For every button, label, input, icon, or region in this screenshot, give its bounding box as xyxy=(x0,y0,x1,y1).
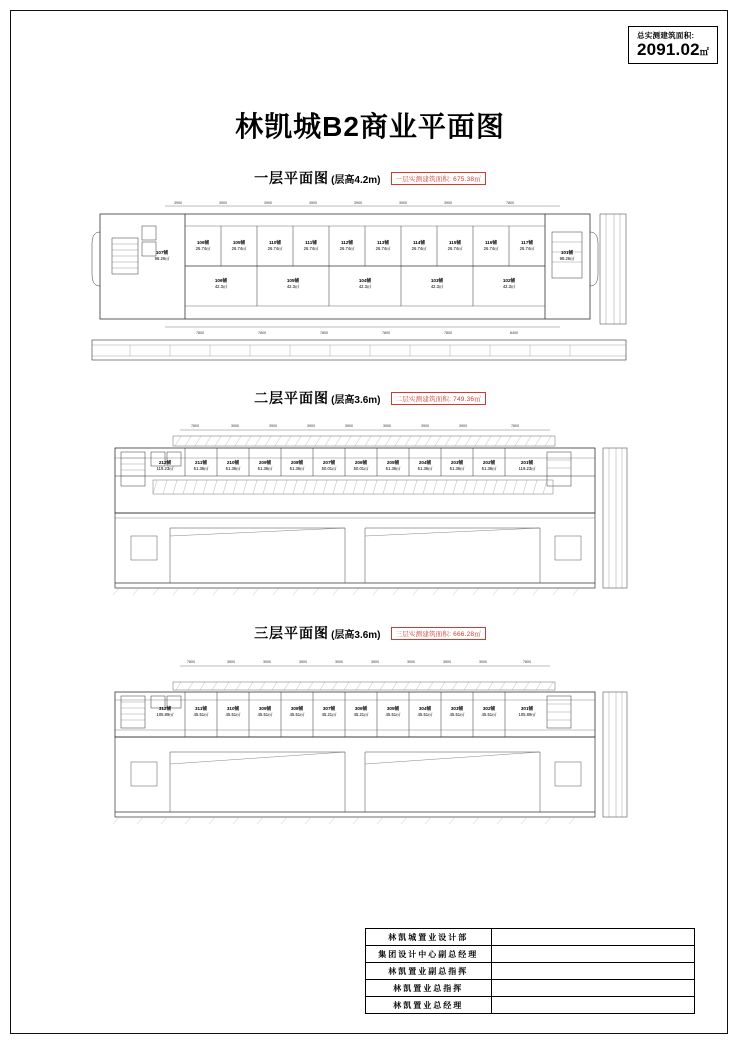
svg-text:106铺: 106铺 xyxy=(196,240,210,245)
svg-text:26.74㎡: 26.74㎡ xyxy=(447,246,463,251)
room-label xyxy=(215,277,228,289)
svg-text:105铺: 105铺 xyxy=(286,278,300,283)
page-title: 林凯城B2商业平面图 xyxy=(235,111,505,142)
svg-text:45.21㎡: 45.21㎡ xyxy=(321,712,337,717)
svg-text:113铺: 113铺 xyxy=(376,240,390,245)
total-area-unit: ㎡ xyxy=(699,47,709,57)
svg-text:117铺: 117铺 xyxy=(520,240,534,245)
floor1-top-dimensions xyxy=(174,201,514,205)
dim-label: 7800 xyxy=(191,424,199,428)
svg-text:26.74㎡: 26.74㎡ xyxy=(411,246,427,251)
table-row xyxy=(366,963,695,980)
dim-label: 7800 xyxy=(523,660,531,664)
svg-text:105.89㎡: 105.89㎡ xyxy=(518,712,536,717)
svg-text:307铺: 307铺 xyxy=(322,706,336,711)
svg-text:102铺: 102铺 xyxy=(502,278,516,283)
svg-text:51.36㎡: 51.36㎡ xyxy=(225,466,241,471)
room-label xyxy=(155,249,170,261)
room-label xyxy=(194,705,209,717)
total-area-label: 总实测建筑面积: xyxy=(636,31,695,40)
signature-label: 集团设计中心副总经理 xyxy=(366,946,492,963)
svg-text:26.74㎡: 26.74㎡ xyxy=(483,246,499,251)
room-label xyxy=(482,705,497,717)
signature-value[interactable] xyxy=(491,963,695,980)
svg-text:105.89㎡: 105.89㎡ xyxy=(156,712,174,717)
svg-text:204铺: 204铺 xyxy=(418,460,432,465)
floor3-area-badge: 三层实测建筑面积: 666.28㎡ xyxy=(391,627,486,640)
svg-text:301铺: 301铺 xyxy=(520,706,534,711)
room-label xyxy=(287,277,300,289)
svg-text:45.51㎡: 45.51㎡ xyxy=(225,712,241,717)
svg-text:302铺: 302铺 xyxy=(482,706,496,711)
svg-text:50.01㎡: 50.01㎡ xyxy=(321,466,337,471)
signature-label: 林凯置业总经理 xyxy=(366,997,492,1014)
room-label xyxy=(194,459,209,471)
svg-text:303铺: 303铺 xyxy=(450,706,464,711)
dim-label: 3900 xyxy=(219,201,227,205)
dim-label: 7800 xyxy=(196,331,204,335)
room-label xyxy=(268,239,283,251)
floor3-section-title xyxy=(0,623,740,643)
room-label xyxy=(226,705,241,717)
svg-text:205铺: 205铺 xyxy=(386,460,400,465)
svg-text:51.36㎡: 51.36㎡ xyxy=(385,466,401,471)
total-area-value xyxy=(637,41,709,59)
svg-text:304铺: 304铺 xyxy=(418,706,432,711)
svg-text:116铺: 116铺 xyxy=(484,240,498,245)
room-label xyxy=(412,239,427,251)
dim-label: 3900 xyxy=(479,660,487,664)
svg-text:26.74㎡: 26.74㎡ xyxy=(195,246,211,251)
svg-text:309铺: 309铺 xyxy=(258,706,272,711)
room-label xyxy=(196,239,211,251)
svg-text:45.51㎡: 45.51㎡ xyxy=(385,712,401,717)
svg-text:45.51㎡: 45.51㎡ xyxy=(193,712,209,717)
room-label xyxy=(304,239,319,251)
dim-label: 3900 xyxy=(231,424,239,428)
floor2-plan xyxy=(95,418,640,603)
room-label xyxy=(484,239,499,251)
floor2-title: 二层平面图 xyxy=(254,390,330,406)
room-label xyxy=(157,705,175,717)
dim-label: 3900 xyxy=(371,660,379,664)
room-label xyxy=(322,459,337,471)
svg-text:51.36㎡: 51.36㎡ xyxy=(417,466,433,471)
svg-text:119.23㎡: 119.23㎡ xyxy=(156,466,174,471)
svg-text:51.36㎡: 51.36㎡ xyxy=(481,466,497,471)
table-row xyxy=(366,980,695,997)
room-label xyxy=(431,277,444,289)
svg-text:51.36㎡: 51.36㎡ xyxy=(289,466,305,471)
svg-text:209铺: 209铺 xyxy=(258,460,272,465)
svg-text:45.51㎡: 45.51㎡ xyxy=(289,712,305,717)
dim-label: 3900 xyxy=(227,660,235,664)
svg-text:45.51㎡: 45.51㎡ xyxy=(449,712,465,717)
svg-text:42.3㎡: 42.3㎡ xyxy=(286,284,300,289)
svg-text:202铺: 202铺 xyxy=(482,460,496,465)
room-label xyxy=(503,277,516,289)
svg-text:45.51㎡: 45.51㎡ xyxy=(417,712,433,717)
floor2-height: (层高3.6m) xyxy=(331,395,381,406)
floor1-section-title xyxy=(0,168,740,188)
svg-text:26.74㎡: 26.74㎡ xyxy=(375,246,391,251)
svg-text:42.3㎡: 42.3㎡ xyxy=(502,284,516,289)
floor1-plan xyxy=(90,196,650,366)
svg-text:208铺: 208铺 xyxy=(290,460,304,465)
svg-text:306铺: 306铺 xyxy=(354,706,368,711)
svg-text:111铺: 111铺 xyxy=(305,240,317,245)
room-label xyxy=(519,705,537,717)
svg-text:311铺: 311铺 xyxy=(194,706,208,711)
floor3-title: 三层平面图 xyxy=(254,625,330,641)
svg-text:98.26㎡: 98.26㎡ xyxy=(559,256,575,261)
svg-text:107铺: 107铺 xyxy=(155,250,169,255)
svg-text:51.36㎡: 51.36㎡ xyxy=(257,466,273,471)
dim-label: 3900 xyxy=(307,424,315,428)
svg-text:119.23㎡: 119.23㎡ xyxy=(518,466,536,471)
room-label xyxy=(322,705,337,717)
room-label xyxy=(290,459,305,471)
floor1-height: (层高4.2m) xyxy=(331,175,381,186)
room-label xyxy=(226,459,241,471)
dim-label: 3900 xyxy=(443,660,451,664)
signature-value[interactable] xyxy=(491,929,695,946)
svg-text:212铺: 212铺 xyxy=(158,460,172,465)
floor3-plan xyxy=(95,652,640,837)
signature-value[interactable] xyxy=(491,980,695,997)
floor1-title: 一层平面图 xyxy=(254,170,330,186)
room-label xyxy=(157,459,174,471)
dim-label: 7800 xyxy=(382,331,390,335)
signature-value[interactable] xyxy=(491,946,695,963)
svg-text:106铺: 106铺 xyxy=(214,278,228,283)
svg-text:51.36㎡: 51.36㎡ xyxy=(193,466,209,471)
dim-label: 3900 xyxy=(407,660,415,664)
signature-label: 林凯城置业设计部 xyxy=(366,929,492,946)
svg-text:206铺: 206铺 xyxy=(354,460,368,465)
signature-label: 林凯置业总指挥 xyxy=(366,980,492,997)
room-label xyxy=(376,239,391,251)
total-area-number: 2091.02 xyxy=(636,40,700,59)
svg-text:26.74㎡: 26.74㎡ xyxy=(231,246,247,251)
svg-text:110铺: 110铺 xyxy=(268,240,282,245)
svg-text:115铺: 115铺 xyxy=(448,240,462,245)
dim-label: 3900 xyxy=(421,424,429,428)
room-label xyxy=(232,239,247,251)
floor2-top-dimensions xyxy=(191,424,519,428)
svg-text:51.36㎡: 51.36㎡ xyxy=(449,466,465,471)
room-label xyxy=(354,459,369,471)
dim-label: 3900 xyxy=(299,660,307,664)
total-area-stamp xyxy=(628,26,718,64)
dim-label: 8400 xyxy=(510,331,518,335)
svg-text:207铺: 207铺 xyxy=(322,460,336,465)
dim-label: 3900 xyxy=(269,424,277,428)
signature-value[interactable] xyxy=(491,997,695,1014)
room-label xyxy=(450,705,465,717)
dim-label: 3900 xyxy=(309,201,317,205)
floor3-top-dimensions xyxy=(187,660,531,664)
room-label xyxy=(418,459,433,471)
svg-text:310铺: 310铺 xyxy=(226,706,240,711)
svg-text:201铺: 201铺 xyxy=(520,460,534,465)
dim-label: 7800 xyxy=(320,331,328,335)
signature-table xyxy=(365,928,695,1014)
room-label xyxy=(519,459,536,471)
signature-label: 林凯置业副总指挥 xyxy=(366,963,492,980)
room-label xyxy=(386,459,401,471)
floor2-section-title xyxy=(0,388,740,408)
svg-text:114铺: 114铺 xyxy=(412,240,426,245)
svg-text:308铺: 308铺 xyxy=(290,706,304,711)
room-label xyxy=(482,459,497,471)
dim-label: 3900 xyxy=(174,201,182,205)
room-label xyxy=(448,239,463,251)
svg-text:45.51㎡: 45.51㎡ xyxy=(481,712,497,717)
svg-text:210铺: 210铺 xyxy=(226,460,240,465)
svg-text:305铺: 305铺 xyxy=(386,706,400,711)
svg-text:45.51㎡: 45.51㎡ xyxy=(257,712,273,717)
table-row xyxy=(366,929,695,946)
room-label xyxy=(258,459,273,471)
svg-text:103铺: 103铺 xyxy=(430,278,444,283)
dim-label: 3900 xyxy=(383,424,391,428)
dim-label: 3900 xyxy=(459,424,467,428)
room-label xyxy=(359,277,372,289)
svg-text:42.3㎡: 42.3㎡ xyxy=(214,284,228,289)
room-label xyxy=(418,705,433,717)
room-label xyxy=(340,239,355,251)
svg-text:26.74㎡: 26.74㎡ xyxy=(519,246,535,251)
table-row xyxy=(366,946,695,963)
room-label xyxy=(560,249,575,261)
floor2-area-badge: 二层实测建筑面积: 749.36㎡ xyxy=(391,392,486,405)
svg-text:105铺: 105铺 xyxy=(232,240,246,245)
dim-label: 3900 xyxy=(263,660,271,664)
svg-text:101铺: 101铺 xyxy=(560,250,574,255)
room-label xyxy=(520,239,535,251)
room-label xyxy=(354,705,369,717)
svg-text:42.3㎡: 42.3㎡ xyxy=(430,284,444,289)
dim-label: 7800 xyxy=(444,331,452,335)
room-label xyxy=(450,459,465,471)
svg-text:312铺: 312铺 xyxy=(158,706,172,711)
dim-label: 3900 xyxy=(354,201,362,205)
dim-label: 7800 xyxy=(506,201,514,205)
svg-text:26.74㎡: 26.74㎡ xyxy=(339,246,355,251)
svg-text:45.21㎡: 45.21㎡ xyxy=(353,712,369,717)
svg-text:104铺: 104铺 xyxy=(358,278,372,283)
dim-label: 3900 xyxy=(444,201,452,205)
svg-text:98.26㎡: 98.26㎡ xyxy=(154,256,170,261)
table-row xyxy=(366,997,695,1014)
svg-text:211铺: 211铺 xyxy=(194,460,208,465)
dim-label: 7800 xyxy=(511,424,519,428)
room-label xyxy=(258,705,273,717)
svg-text:26.74㎡: 26.74㎡ xyxy=(303,246,319,251)
svg-text:50.01㎡: 50.01㎡ xyxy=(353,466,369,471)
dim-label: 7800 xyxy=(187,660,195,664)
dim-label: 3900 xyxy=(345,424,353,428)
dim-label: 3900 xyxy=(399,201,407,205)
svg-text:42.3㎡: 42.3㎡ xyxy=(358,284,372,289)
dim-label: 3900 xyxy=(335,660,343,664)
dim-label: 3900 xyxy=(264,201,272,205)
svg-text:112铺: 112铺 xyxy=(340,240,354,245)
svg-text:203铺: 203铺 xyxy=(450,460,464,465)
svg-text:26.74㎡: 26.74㎡ xyxy=(267,246,283,251)
room-label xyxy=(386,705,401,717)
dim-label: 7800 xyxy=(258,331,266,335)
room-label xyxy=(290,705,305,717)
floor3-height: (层高3.6m) xyxy=(331,630,381,641)
floor1-area-badge: 一层实测建筑面积: 675.38㎡ xyxy=(391,172,486,185)
floor1-bottom-dimensions xyxy=(196,331,518,335)
